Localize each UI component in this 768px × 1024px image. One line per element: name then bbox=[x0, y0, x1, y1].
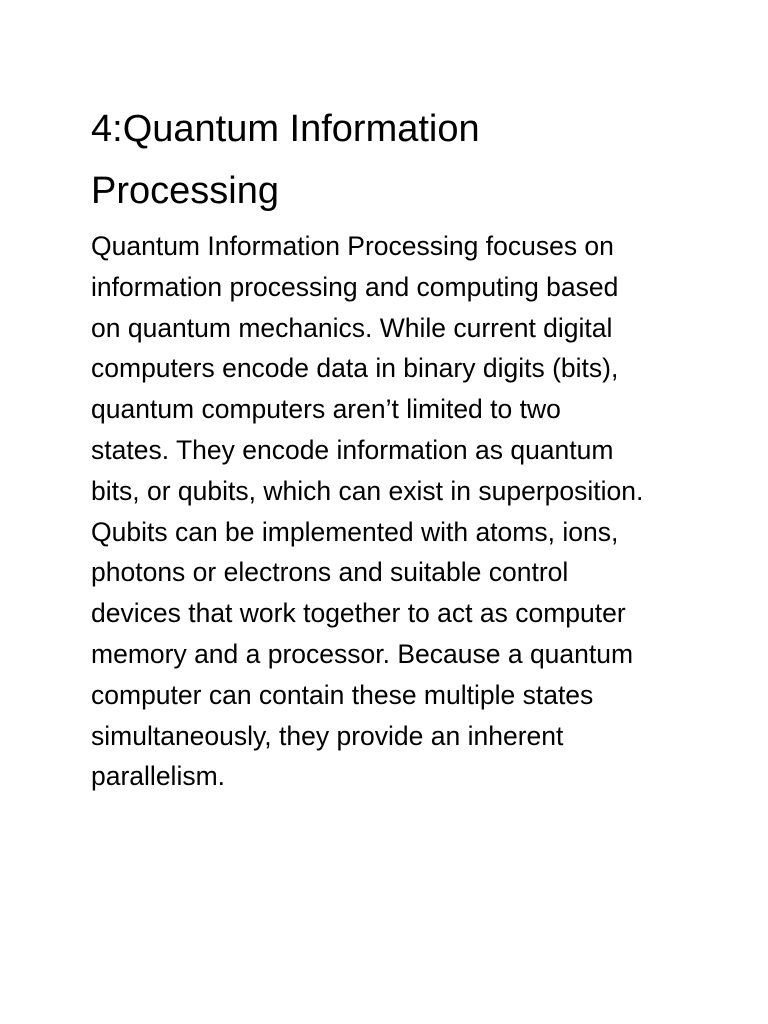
paragraph-line-14: parallelism. bbox=[91, 761, 226, 792]
paragraph-line-4: computers encode data in binary digits (bits), bbox=[91, 353, 619, 384]
paragraph-line-6: states. They encode information as quantum bbox=[91, 434, 614, 465]
body-paragraph bbox=[91, 226, 691, 797]
paragraph-line-9: photons or electrons and suitable control bbox=[91, 557, 569, 588]
paragraph-line-8: Qubits can be implemented with atoms, ions, bbox=[91, 516, 619, 547]
paragraph-line-11: memory and a processor. Because a quantum bbox=[91, 638, 634, 669]
paragraph-line-10: devices that work together to act as computer bbox=[91, 598, 626, 629]
document-content bbox=[91, 98, 691, 797]
paragraph-line-1: Quantum Information Processing focuses on bbox=[91, 231, 614, 261]
paragraph-line-12: computer can contain these multiple states bbox=[91, 679, 594, 710]
paragraph-line-7: bits, or qubits, which can exist in superposition. bbox=[91, 475, 644, 506]
paragraph-line-2: information processing and computing based bbox=[91, 271, 619, 302]
heading-line-2: Processing bbox=[91, 170, 279, 212]
heading-line-1: 4:Quantum Information bbox=[91, 108, 480, 150]
paragraph-line-13: simultaneously, they provide an inherent bbox=[91, 720, 564, 751]
paragraph-line-5: quantum computers aren’t limited to two bbox=[91, 394, 561, 425]
paragraph-line-3: on quantum mechanics. While current digital bbox=[91, 312, 613, 343]
document-heading bbox=[91, 98, 691, 222]
